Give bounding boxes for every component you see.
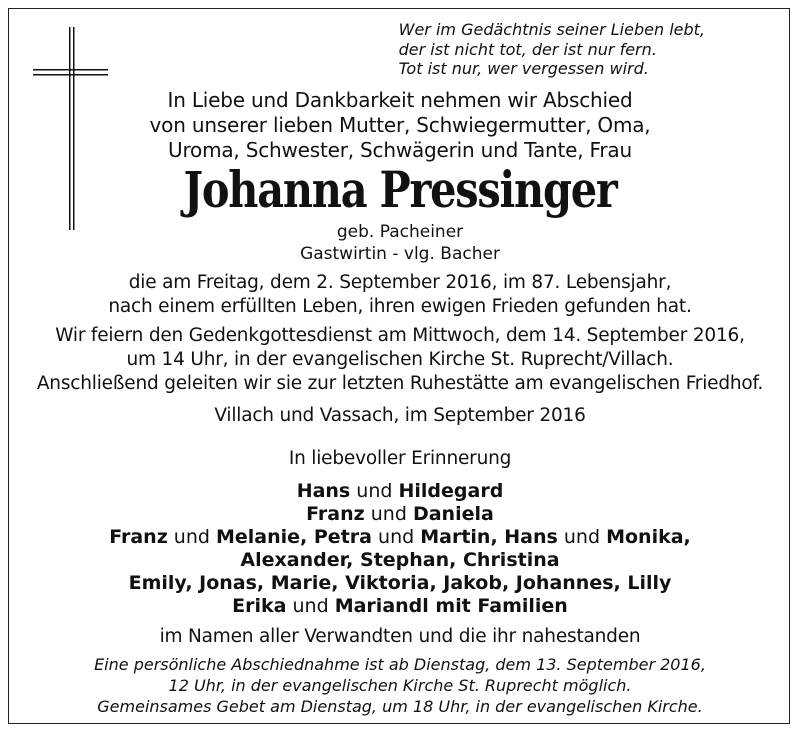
death-line: nach einem erfüllten Leben, ihren ewigen Frieden gefunden hat. bbox=[108, 296, 692, 317]
intro-line: Uroma, Schwester, Schwägerin und Tante, Frau bbox=[168, 138, 632, 162]
family-name: Martin, Hans bbox=[420, 526, 558, 548]
birth-name: geb. Pacheiner bbox=[336, 222, 464, 242]
family-line bbox=[0, 480, 800, 502]
family-name: Alexander, Stephan, Christina bbox=[240, 549, 560, 571]
deceased-name: Johanna Pressinger bbox=[183, 160, 617, 219]
family-line bbox=[0, 526, 800, 548]
quote-line: Wer im Gedächtnis seiner Lieben lebt, bbox=[398, 20, 705, 39]
intro-line: von unserer lieben Mutter, Schwiegermutter, Oma, bbox=[149, 113, 651, 137]
family-name: Emily, Jonas, Marie, Viktoria, Jakob, Johannes, Lilly bbox=[128, 572, 672, 594]
death-line: die am Freitag, dem 2. September 2016, im 87. Lebensjahr, bbox=[128, 272, 672, 293]
note-line: Eine persönliche Abschiednahme ist ab Dienstag, dem 13. September 2016, bbox=[94, 655, 706, 674]
relatives-line: im Namen aller Verwandten und die ihr nahestanden bbox=[159, 626, 641, 647]
family-name: Erika bbox=[232, 595, 287, 617]
service-line: um 14 Uhr, in der evangelischen Kirche St. Ruprecht/Villach. bbox=[126, 349, 674, 370]
family-name: Hildegard bbox=[398, 480, 504, 502]
family-line bbox=[0, 572, 800, 594]
family-line bbox=[0, 503, 800, 525]
connector: und bbox=[557, 526, 607, 548]
family-name: Monika, bbox=[606, 526, 691, 548]
family-name: Mariandl mit Familien bbox=[334, 595, 568, 617]
service-line: Anschließend geleiten wir sie zur letzten Ruhestätte am evangelischen Friedhof. bbox=[36, 373, 764, 394]
connector: und bbox=[167, 526, 216, 548]
family-name: Franz bbox=[109, 526, 168, 548]
quote-line: Tot ist nur, wer vergessen wird. bbox=[398, 59, 649, 78]
connector: und bbox=[350, 480, 399, 502]
connector: und bbox=[371, 526, 421, 548]
family-line bbox=[0, 595, 800, 617]
place-date: Villach und Vassach, im September 2016 bbox=[214, 405, 586, 426]
family-name: Melanie, Petra bbox=[216, 526, 372, 548]
epigraph-quote bbox=[399, 20, 705, 79]
family-name: Franz bbox=[306, 503, 365, 525]
occupation: Gastwirtin - vlg. Bacher bbox=[300, 244, 500, 264]
intro-line: In Liebe und Dankbarkeit nehmen wir Abschied bbox=[167, 88, 633, 112]
family-name: Hans bbox=[296, 480, 351, 502]
quote-line: der ist nicht tot, der ist nur fern. bbox=[398, 39, 657, 59]
family-name: Daniela bbox=[412, 503, 494, 525]
memory-heading: In liebevoller Erinnerung bbox=[288, 448, 512, 469]
connector: und bbox=[286, 595, 335, 617]
note-line: Gemeinsames Gebet am Dienstag, um 18 Uhr, in der evangelischen Kirche. bbox=[97, 697, 703, 716]
note-line: 12 Uhr, in der evangelischen Kirche St. Ruprecht möglich. bbox=[168, 676, 632, 695]
family-line bbox=[0, 549, 800, 571]
connector: und bbox=[364, 503, 413, 525]
service-line: Wir feiern den Gedenkgottesdienst am Mittwoch, dem 14. September 2016, bbox=[55, 325, 745, 346]
